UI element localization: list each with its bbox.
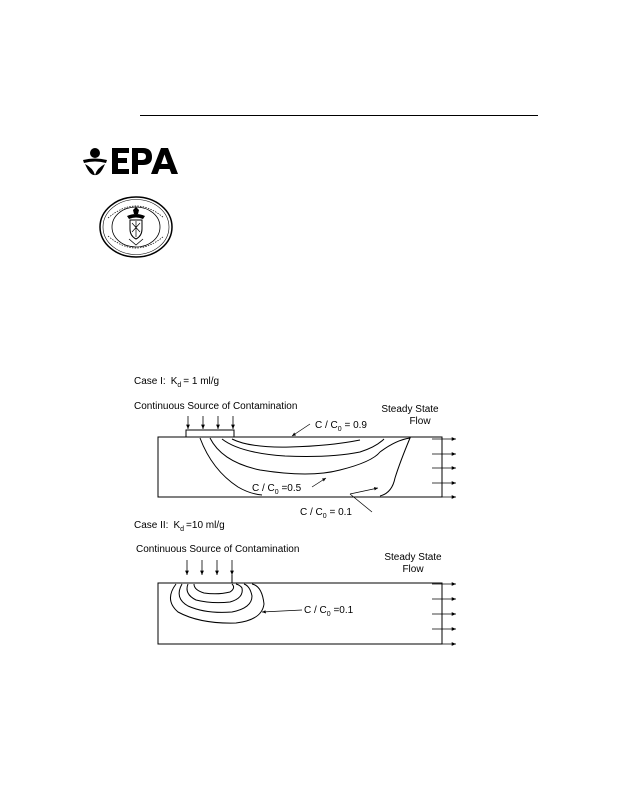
case2-flow-line2: Flow [402, 564, 424, 575]
case1-flow-line1: Steady State [381, 404, 439, 415]
case1-flow-arrows [432, 439, 456, 497]
case2-contour-label-01: $C / C_0 =0.1$ [304, 605, 354, 618]
case2-flow-arrows [432, 584, 456, 644]
case1-title: Case I: $K_d = 1$ ml/g [134, 376, 220, 389]
case2-flow-line1: Steady State [384, 552, 442, 563]
case1-flow-line2: Flow [409, 416, 431, 427]
case1-source-arrows [188, 416, 233, 429]
case2-contours [170, 584, 264, 623]
case2-source-arrows [187, 560, 232, 575]
case1-contour-label-01: $C / C_0 = 0.1$ [300, 507, 352, 520]
case1-contour-label-09: $C / C_0 = 0.9$ [315, 420, 367, 433]
case2-title: Case II: $K_d =10$ ml/g [134, 520, 225, 533]
case1-source-bar [186, 430, 234, 437]
case1-contour-label-05: $C / C_0 =0.5$ [252, 483, 302, 496]
case1-source-label: Continuous Source of Contamination [134, 401, 298, 412]
case1-labels [252, 420, 378, 520]
case1-contours [200, 438, 410, 496]
case2-labels [262, 605, 354, 618]
case2-source-label: Continuous Source of Contamination [136, 544, 300, 555]
